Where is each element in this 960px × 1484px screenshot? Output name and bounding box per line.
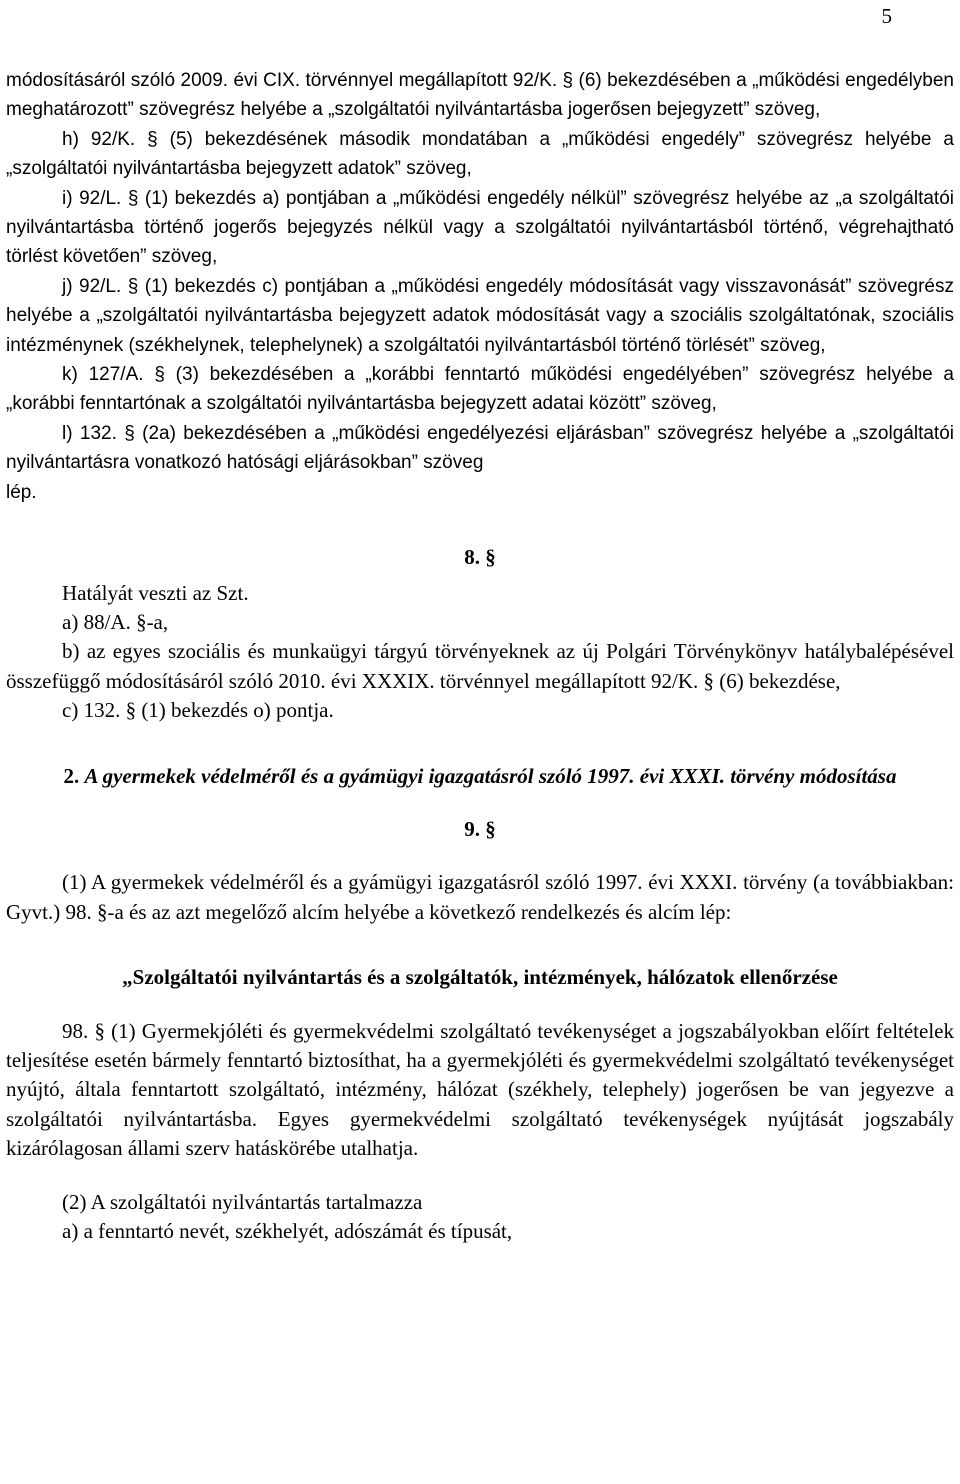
- chapter-title-text: A gyermekek védelméről és a gyámügyi igazgatásról szóló 1997. évi XXXI. törvény módosítása: [84, 763, 897, 788]
- amendment-item-k: k) 127/A. § (3) bekezdésében a „korábbi fenntartó működési engedélyében” szövegrész helyébe a „korábbi fenntartónak a szolgáltatói nyilvántartásba bejegyzett adatai között” szöveg,: [6, 364, 954, 415]
- section-heading-9: 9. §: [464, 816, 496, 841]
- repeal-item-b: b) az egyes szociális és munkaügyi tárgyú törvényeknek az új Polgári Törvénykönyv hatálybalépésével összefüggő módosításáról szóló 2010. évi XXXIX. törvénnyel megállapított 92/K. § (6) bekezdése,: [6, 639, 954, 693]
- repeal-item-c: c) 132. § (1) bekezdés o) pontja.: [62, 698, 334, 723]
- repeal-item-a: a) 88/A. §-a,: [62, 609, 169, 634]
- amendment-intro: módosításáról szóló 2009. évi CIX. törvénnyel megállapított 92/K. § (6) bekezdésében a „működési engedélyben meghatározott” szövegrész helyébe a „szolgáltatói nyilvántartásba jogerősen bejegyzett” szöveg,: [6, 70, 954, 121]
- section-heading-8: 8. §: [464, 545, 496, 570]
- section-98-paragraph-2: (2) A szolgáltatói nyilvántartás tartalmazza: [62, 1189, 423, 1214]
- amendment-item-l: l) 132. § (2a) bekezdésében a „működési engedélyezési eljárásban” szövegrész helyébe a „szolgáltatói nyilvántartásra vonatkozó hatósági eljárásokban” szöveg: [6, 422, 954, 474]
- amendment-item-h: h) 92/K. § (5) bekezdésének második mondatában a „működési engedély” szövegrész helyébe a „szolgáltatói nyilvántartásba bejegyzett adatok” szöveg,: [6, 128, 954, 180]
- subtitle-heading: „Szolgáltatói nyilvántartás és a szolgáltatók, intézmények, hálózatok ellenőrzése: [122, 965, 838, 990]
- chapter-title: [6, 762, 954, 791]
- amendment-closing: lép.: [6, 481, 37, 503]
- amendment-item-j: j) 92/L. § (1) bekezdés c) pontjában a „működési engedély módosítását vagy visszavonását” szövegrész helyébe a „szolgáltatói nyilvántartásba bejegyzett adatok módosítását vagy a szociális szolgáltatónak, szociális intézménynek (székhelynek, telephelynek) a szolgáltatói nyilvántartásból történő törlését” szöveg,: [6, 275, 954, 356]
- amendment-item-i: i) 92/L. § (1) bekezdés a) pontjában a „működési engedély nélkül” szövegrész helyébe az „a szolgáltatói nyilvántartásba történő jogerős bejegyzés nélkül vagy a szolgáltatói nyilvántartásból történő, végrehajtható törlést követően” szöveg,: [6, 187, 954, 268]
- document-body: [6, 66, 954, 1246]
- section-98-paragraph-1: 98. § (1) Gyermekjóléti és gyermekvédelmi szolgáltató tevékenységet a jogszabályokban előírt feltételek teljesítése esetén bármely fenntartó biztosíthat, ha a gyermekjóléti és gyermekvédelmi szolgáltató tevékenységet nyújtó, általa fenntartott szolgáltató, intézmény, hálózat (székhely, telephely) jogerősen be van jegyezve a szolgáltatói nyilvántartásba. Egyes gyermekvédelmi szolgáltató tevékenységek nyújtását jogszabály kizárólagosan állami szerv hatáskörébe utalhatja.: [6, 1018, 954, 1161]
- section-9-paragraph-1: (1) A gyermekek védelméről és a gyámügyi igazgatásról szóló 1997. évi XXXI. törvény (a továbbiakban: Gyvt.) 98. §-a és az azt megelőző alcím helyébe a következő rendelkezés és alcím lép:: [6, 870, 954, 924]
- amendment-list: [6, 66, 954, 507]
- section-98-item-a: a) a fenntartó nevét, székhelyét, adószámát és típusát,: [62, 1219, 513, 1243]
- repeal-intro: Hatályát veszti az Szt.: [62, 580, 249, 605]
- page-number: 5: [881, 4, 892, 28]
- chapter-number: 2.: [63, 763, 80, 788]
